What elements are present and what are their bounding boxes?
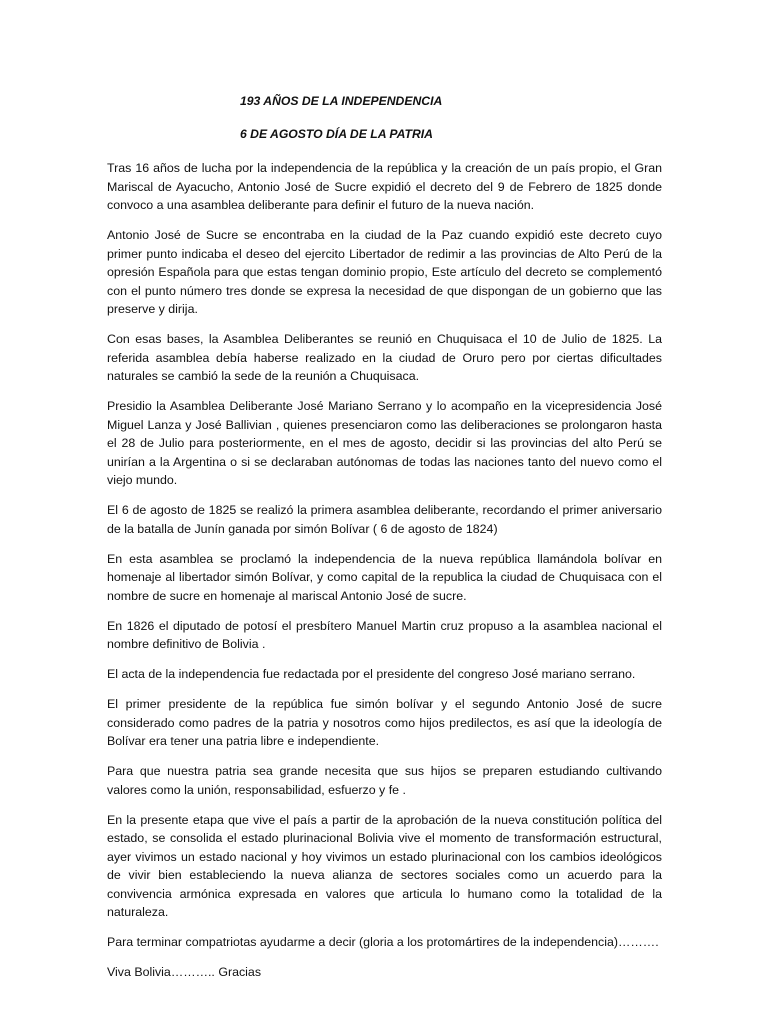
paragraph-7: En 1826 el diputado de potosí el presbítero Manuel Martin cruz propuso a la asamblea nacional el nombre definitivo de Bolivia . <box>107 618 662 651</box>
document-subtitle: 6 DE AGOSTO DÍA DE LA PATRIA <box>240 127 433 141</box>
paragraph-4: Presidio la Asamblea Deliberante José Mariano Serrano y lo acompaño en la vicepresidencia José Miguel Lanza y José Ballivian , quienes presenciaron como las deliberaciones se prolongaron hasta el 28 de Julio para posteriormente, en el mes de agosto, decidir si las provincias del alto Perú se unirían a la Argentina o si se declaraban autónomas de todas las naciones tanto del nuevo como el viejo mundo. <box>107 399 662 487</box>
paragraph-6: En esta asamblea se proclamó la independencia de la nueva república llamándola bolívar en homenaje al libertador simón Bolívar, y como capital de la republica la ciudad de Chuquisaca con el nombre de sucre en homenaje al mariscal Antonio José de sucre. <box>107 551 662 603</box>
paragraph-10: Para que nuestra patria sea grande necesita que sus hijos se preparen estudiando cultivando valores como la unión, responsabilidad, esfuerzo y fe . <box>107 764 662 797</box>
paragraph-2: Antonio José de Sucre se encontraba en la ciudad de la Paz cuando expidió este decreto cuyo primer punto indicaba el deseo del ejercito Libertador de redimir a las provincias de Alto Perú de la opresión Española para que estas tengan dominio propio, Este artículo del decreto se complementó con el punto número tres donde se expresa la necesidad de que dispongan de un gobierno que las preserve y dirija. <box>107 228 662 316</box>
paragraph-1: Tras 16 años de lucha por la independencia de la república y la creación de un país propio, el Gran Mariscal de Ayacucho, Antonio José de Sucre expidió el decreto del 9 de Febrero de 1825 donde convoco a una asamblea deliberante para definir el futuro de la nueva nación. <box>107 161 662 212</box>
paragraph-13: Viva Bolivia……….. Gracias <box>107 965 262 979</box>
paragraph-5: El 6 de agosto de 1825 se realizó la primera asamblea deliberante, recordando el primer aniversario de la batalla de Junín ganada por simón Bolívar ( 6 de agosto de 1824) <box>107 503 662 536</box>
paragraph-12: Para terminar compatriotas ayudarme a decir (gloria a los protomártires de la independencia)………. <box>107 935 659 949</box>
document-title: 193 AÑOS DE LA INDEPENDENCIA <box>240 94 443 108</box>
paragraph-3: Con esas bases, la Asamblea Deliberantes se reunió en Chuquisaca el 10 de Julio de 1825. La referida asamblea debía haberse realizado en la ciudad de Oruro pero por ciertas dificultades naturales se cambió la sede de la reunión a Chuquisaca. <box>107 332 662 383</box>
paragraph-9: El primer presidente de la república fue simón bolívar y el segundo Antonio José de sucre considerado como padres de la patria y nosotros como hijos predilectos, es así que la ideología de Bolívar era tener una patria libre e independiente. <box>107 697 662 748</box>
paragraph-11: En la presente etapa que vive el país a partir de la aprobación de la nueva constitución política del estado, se consolida el estado plurinacional Bolivia vive el momento de transformación estructural, ayer vivimos un estado nacional y hoy vivimos un estado plurinacional con los cambios ideológicos de vivir bien estableciendo la nueva alianza de sectores sociales como un acuerdo para la convivencia armónica expresada en valores que articula lo humano como la totalidad de la naturaleza. <box>107 812 662 919</box>
paragraph-8: El acta de la independencia fue redactada por el presidente del congreso José mariano serrano. <box>107 667 636 681</box>
document-body <box>107 92 662 993</box>
